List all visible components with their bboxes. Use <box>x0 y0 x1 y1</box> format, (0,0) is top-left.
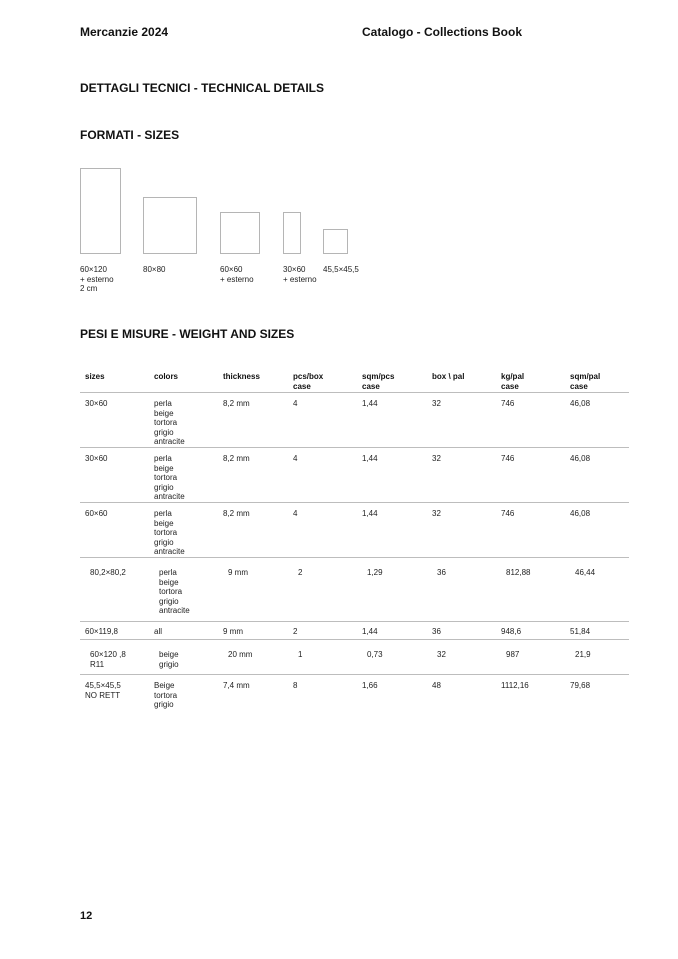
weights-heading: PESI E MISURE - WEIGHT AND SIZES <box>80 327 295 341</box>
page-number: 12 <box>80 910 93 922</box>
format-box-45x45 <box>323 229 348 254</box>
cell-thickness: 20 mm <box>228 650 253 659</box>
cell-box-pal: 32 <box>432 454 441 463</box>
cell-pcs-box: 4 <box>293 399 298 408</box>
column-header: sqm/pal case <box>570 372 601 391</box>
column-header: colors <box>154 372 179 381</box>
cell-size: 45,5×45,5 NO RETT <box>85 681 121 700</box>
cell-size: 60×60 <box>85 509 108 518</box>
cell-kg-pal: 812,88 <box>506 568 531 577</box>
cell-size: 30×60 <box>85 399 108 408</box>
format-box-30x60 <box>283 212 301 254</box>
cell-sqm-pal: 21,9 <box>575 650 591 659</box>
cell-box-pal: 36 <box>437 568 446 577</box>
cell-sqm-pcs: 1,44 <box>362 399 378 408</box>
document-title: Mercanzie 2024 <box>80 25 169 39</box>
cell-kg-pal: 987 <box>506 650 520 659</box>
cell-pcs-box: 8 <box>293 681 298 690</box>
format-label: 80×80 <box>143 265 166 274</box>
table-divider <box>80 621 629 622</box>
column-header: kg/pal case <box>501 372 525 391</box>
technical-details-heading: DETTAGLI TECNICI - TECHNICAL DETAILS <box>80 81 324 95</box>
cell-pcs-box: 2 <box>293 627 298 636</box>
cell-sqm-pal: 46,44 <box>575 568 596 577</box>
cell-thickness: 8,2 mm <box>223 454 250 463</box>
table-divider <box>80 502 629 503</box>
cell-sqm-pcs: 0,73 <box>367 650 383 659</box>
cell-sqm-pal: 46,08 <box>570 454 591 463</box>
cell-thickness: 8,2 mm <box>223 509 250 518</box>
cell-sqm-pal: 46,08 <box>570 399 591 408</box>
cell-pcs-box: 1 <box>298 650 303 659</box>
cell-kg-pal: 746 <box>501 454 515 463</box>
format-box-80x80 <box>143 197 197 254</box>
format-label: 60×120 + esterno 2 cm <box>80 265 114 293</box>
catalog-title: Catalogo - Collections Book <box>362 25 523 39</box>
format-label: 60×60 + esterno <box>220 265 254 284</box>
cell-size: 80,2×80,2 <box>90 568 126 577</box>
cell-thickness: 9 mm <box>228 568 248 577</box>
cell-thickness: 8,2 mm <box>223 399 250 408</box>
cell-sqm-pcs: 1,44 <box>362 627 378 636</box>
format-label: 45,5×45,5 <box>323 265 359 274</box>
table-divider <box>80 392 629 393</box>
cell-colors: perla beige tortora grigio antracite <box>154 399 185 446</box>
cell-pcs-box: 2 <box>298 568 303 577</box>
cell-kg-pal: 746 <box>501 509 515 518</box>
format-label: 30×60 + esterno <box>283 265 317 284</box>
cell-pcs-box: 4 <box>293 509 298 518</box>
table-divider <box>80 447 629 448</box>
cell-size: 60×119,8 <box>85 627 118 636</box>
column-header: thickness <box>223 372 260 381</box>
cell-sqm-pcs: 1,66 <box>362 681 378 690</box>
formats-heading: FORMATI - SIZES <box>80 128 180 142</box>
cell-sqm-pcs: 1,44 <box>362 509 378 518</box>
cell-box-pal: 32 <box>437 650 446 659</box>
column-header: box \ pal <box>432 372 465 381</box>
cell-size: 30×60 <box>85 454 108 463</box>
cell-box-pal: 48 <box>432 681 441 690</box>
cell-colors: all <box>154 627 163 636</box>
cell-sqm-pal: 79,68 <box>570 681 591 690</box>
cell-colors: beige grigio <box>159 650 179 669</box>
cell-sqm-pal: 51,84 <box>570 627 591 636</box>
cell-thickness: 9 mm <box>223 627 243 636</box>
format-box-60x60 <box>220 212 260 254</box>
cell-box-pal: 32 <box>432 509 441 518</box>
cell-kg-pal: 746 <box>501 399 515 408</box>
cell-thickness: 7,4 mm <box>223 681 250 690</box>
cell-colors: perla beige tortora grigio antracite <box>154 509 185 556</box>
cell-kg-pal: 948,6 <box>501 627 522 636</box>
cell-box-pal: 32 <box>432 399 441 408</box>
column-header: sizes <box>85 372 105 381</box>
table-divider <box>80 674 629 675</box>
cell-kg-pal: 1112,16 <box>501 681 529 690</box>
cell-sqm-pcs: 1,29 <box>367 568 383 577</box>
format-box-60x120 <box>80 168 121 254</box>
cell-size: 60×120 ,8 R11 <box>90 650 126 669</box>
cell-sqm-pal: 46,08 <box>570 509 591 518</box>
table-divider <box>80 639 629 640</box>
cell-box-pal: 36 <box>432 627 441 636</box>
table-divider <box>80 557 629 558</box>
column-header: pcs/box case <box>293 372 324 391</box>
cell-sqm-pcs: 1,44 <box>362 454 378 463</box>
cell-colors: perla beige tortora grigio antracite <box>159 568 190 615</box>
column-header: sqm/pcs case <box>362 372 395 391</box>
cell-colors: perla beige tortora grigio antracite <box>154 454 185 501</box>
cell-colors: Beige tortora grigio <box>154 681 178 709</box>
cell-pcs-box: 4 <box>293 454 298 463</box>
